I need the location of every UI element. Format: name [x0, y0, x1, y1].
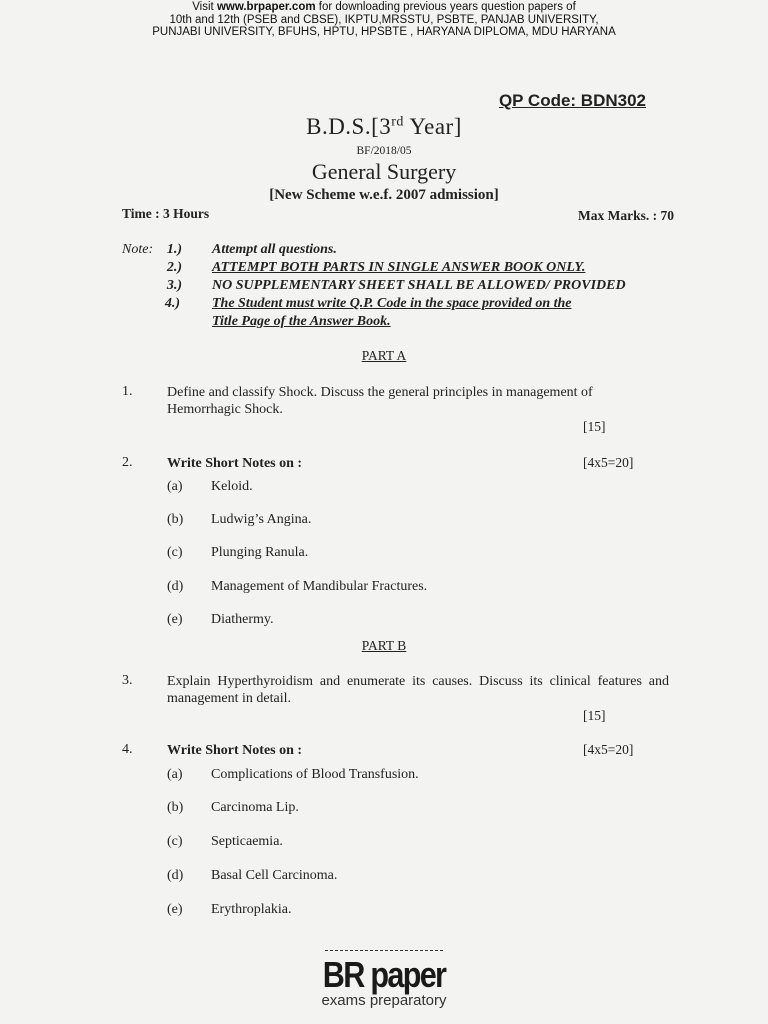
note-num-3: 3.) — [166, 278, 182, 293]
brpaper-logo — [0, 954, 768, 1009]
question-3-text: Explain Hyperthyroidism and enumerate its causes. Discuss its clinical features and management in detail. — [167, 674, 669, 706]
q2-item-c-text: Plunging Ranula. — [211, 545, 309, 560]
question-2-marks: [4x5=20] — [583, 455, 634, 470]
question-3-number: 3. — [122, 673, 133, 688]
note-num-2: 2.) — [166, 260, 182, 275]
note-num-1: 1.) — [166, 242, 182, 257]
q4-item-b-letter: (b) — [167, 800, 184, 815]
question-4-text: Write Short Notes on : — [167, 743, 303, 758]
note-text-3: NO SUPPLEMENTARY SHEET SHALL BE ALLOWED/ PROVIDED — [212, 278, 626, 293]
subject-title: General Surgery — [311, 159, 457, 184]
logo-main-text: BR paper — [322, 954, 446, 995]
q2-item-b-text: Ludwig’s Angina. — [211, 512, 312, 527]
time-allowed: Time : 3 Hours — [122, 206, 210, 221]
course-title — [0, 114, 768, 140]
q2-item-e-letter: (e) — [167, 612, 183, 627]
q4-item-a-text: Complications of Blood Transfusion. — [211, 767, 419, 782]
q4-item-c-letter: (c) — [167, 834, 183, 849]
paper-code: BF/2018/05 — [356, 145, 412, 157]
question-2-text: Write Short Notes on : — [167, 456, 303, 471]
scheme-note: [New Scheme w.e.f. 2007 admission] — [269, 187, 499, 203]
note-text-2: ATTEMPT BOTH PARTS IN SINGLE ANSWER BOOK ONLY. — [212, 260, 586, 275]
question-4-marks: [4x5=20] — [583, 742, 634, 757]
qp-code: QP Code: BDN302 — [498, 91, 646, 110]
footer-divider — [325, 950, 443, 951]
question-1-marks: [15] — [583, 419, 606, 434]
question-1-number: 1. — [122, 384, 133, 399]
q2-item-a-text: Keloid. — [211, 479, 253, 494]
question-1-text: Define and classify Shock. Discuss the general principles in management of Hemorrhagic Shock. — [167, 385, 593, 417]
course-title-end: Year] — [403, 114, 462, 139]
question-3-marks: [15] — [583, 708, 606, 723]
question-4-number: 4. — [122, 742, 133, 757]
q2-item-e-text: Diathermy. — [211, 612, 274, 627]
banner-line-3: PUNJABI UNIVERSITY, BFUHS, HPTU, HPSBTE , HARYANA DIPLOMA, MDU HARYANA — [152, 26, 616, 38]
note-label: Note: — [122, 242, 154, 257]
q4-item-d-letter: (d) — [167, 868, 184, 883]
q4-item-a-letter: (a) — [167, 767, 183, 782]
q2-item-d-letter: (d) — [167, 579, 184, 594]
question-2-number: 2. — [122, 455, 133, 470]
q2-item-b-letter: (b) — [167, 512, 184, 527]
q2-item-c-letter: (c) — [167, 545, 183, 560]
q4-item-d-text: Basal Cell Carcinoma. — [211, 868, 338, 883]
banner-line-1-text: for downloading previous years question papers of — [318, 1, 576, 13]
banner-line-2: 10th and 12th (PSEB and CBSE), IKPTU,MRSSTU, PSBTE, PANJAB UNIVERSITY, — [169, 13, 599, 26]
q4-item-e-text: Erythroplakia. — [211, 902, 292, 917]
note-text-4-cont: Title Page of the Answer Book. — [212, 314, 391, 329]
banner-site-link[interactable]: www.brpaper.com — [216, 1, 316, 13]
note-num-4: 4.) — [164, 296, 180, 311]
q4-item-b-text: Carcinoma Lip. — [211, 800, 299, 815]
part-a-heading: PART A — [361, 348, 407, 363]
banner-visit: Visit — [192, 1, 214, 13]
banner-line-1 — [0, 1, 768, 14]
note-text-4: The Student must write Q.P. Code in the space provided on the — [212, 296, 572, 311]
q2-item-a-letter: (a) — [167, 479, 183, 494]
note-text-1: Attempt all questions. — [212, 242, 337, 257]
course-title-text: B.D.S.[3 — [306, 114, 392, 139]
q2-item-d-text: Management of Mandibular Fractures. — [211, 579, 428, 594]
q4-item-c-text: Septicaemia. — [211, 834, 283, 849]
course-title-sup: rd — [391, 114, 404, 130]
logo-tagline: exams preparatory — [321, 992, 447, 1009]
max-marks: Max Marks. : 70 — [578, 208, 674, 223]
q4-item-e-letter: (e) — [167, 902, 183, 917]
part-b-heading: PART B — [361, 638, 407, 653]
top-banner — [0, 1, 768, 39]
